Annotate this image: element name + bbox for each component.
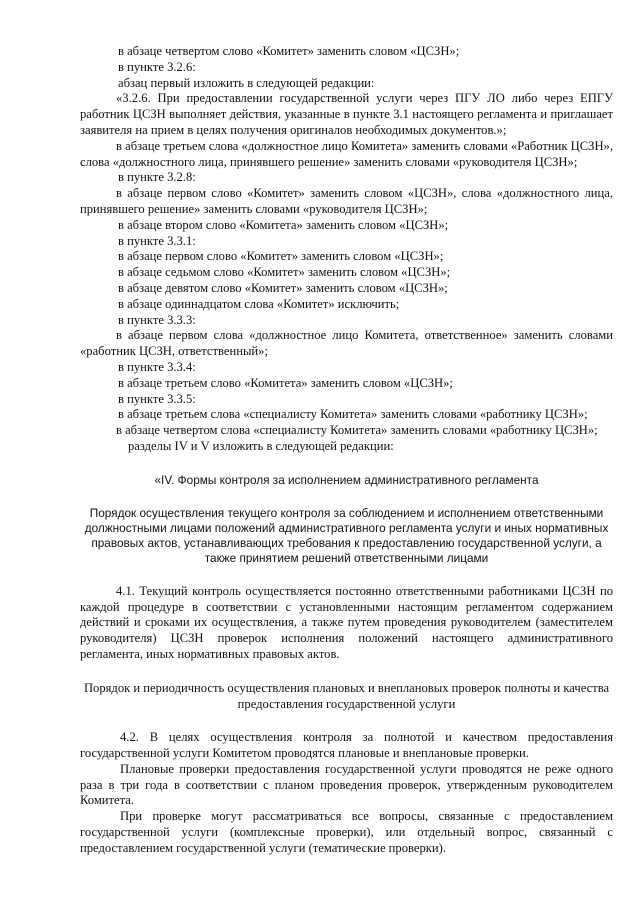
amendment-line: в абзаце девятом слово «Комитет» заменить словом «ЦСЗН»; <box>118 280 448 295</box>
amendment-line: в пункте 3.3.1: <box>118 233 196 248</box>
amendment-line: в пункте 3.2.8: <box>118 170 196 185</box>
amendment-paragraph: в абзаце первом слово «Комитет» заменить словом «ЦСЗН», слова «должностного лица, принявшего решение» заменить словами «руководителя ЦСЗН»; <box>80 186 613 216</box>
amendment-line: в абзаце одиннадцатом слова «Комитет» исключить; <box>118 296 400 311</box>
paragraph-4-1: 4.1. Текущий контроль осуществляется постоянно ответственными работниками ЦСЗН по каждой процедуре в соответствии с установленными настоящим регламентом содержанием действий и сроками их осуществления, а также путем проведения руководителем (заместителем руководителя) ЦСЗН проверок исполнения положений настоящего административного регламента, иных нормативных правовых актов. <box>80 583 613 661</box>
amendment-line: в абзаце четвертом слово «Комитет» заменить словом «ЦСЗН»; <box>118 44 460 58</box>
amendment-paragraph: «3.2.6. При предоставлении государственной услуги через ПГУ ЛО либо через ЕПГУ работник ЦСЗН выполняет действия, указанные в пункте 3.1 настоящего регламента и приглашает заявителя на прием в целях получения оригиналов необходимых документов.»; <box>80 91 613 137</box>
amendment-line: разделы IV и V изложить в следующей редакции: <box>128 438 394 453</box>
amendment-line: в абзаце первом слово «Комитет» заменить словом «ЦСЗН»; <box>118 249 444 264</box>
paragraph-planned-checks: Плановые проверки предоставления государственной услуги проводятся не реже одного раза в три года в соответствии с планом проведения проверок, утвержденным руководителем Комитета. <box>80 761 613 808</box>
subheading: Порядок осуществления текущего контроля за соблюдением и исполнением ответственными должностными лицами положений административного регламента услуги и иных нормативных правовых актов, устанавливающих требования к предоставлению государственной услуги, а также принятием решений ответственными лицами <box>84 505 609 565</box>
paragraph-4-2: 4.2. В целях осуществления контроля за полнотой и качеством предоставления государственной услуги Комитетом проводятся плановые и внеплановые проверки. <box>80 730 613 761</box>
section-title: «IV. Формы контроля за исполнением административного регламента <box>154 472 539 487</box>
paragraph-check-questions: При проверке могут рассматриваться все вопросы, связанные с предоставлением государственной услуги (комплексные проверки), или отдельный вопрос, связанный с предоставлением государственной услуги (тематические проверки). <box>80 809 613 855</box>
amendment-line: в пункте 3.3.5: <box>118 391 196 406</box>
amendment-paragraph: в абзаце четвертом слова «специалисту Комитета» заменить словами «работнику ЦСЗН»; <box>116 423 598 438</box>
amendment-line: в абзаце третьем слово «Комитета» заменить словом «ЦСЗН»; <box>118 375 453 390</box>
amendment-line: в абзаце втором слово «Комитета» заменить словом «ЦСЗН»; <box>118 217 449 232</box>
amendment-line: в пункте 3.3.3: <box>118 312 196 327</box>
amendment-line: в пункте 3.3.4: <box>118 359 196 374</box>
amendment-line: абзац первый изложить в следующей редакции: <box>118 75 375 90</box>
amendment-paragraph: в абзаце первом слова «должностное лицо Комитета, ответственное» заменить словами «работник ЦСЗН, ответственный»; <box>80 328 613 359</box>
amendment-paragraph: в абзаце третьем слова «должностное лицо Комитета» заменить словами «Работник ЦСЗН», слова «должностного лица, принявшего решение» заменить словами «руководителя ЦСЗН»; <box>80 138 613 169</box>
amendment-line: в абзаце седьмом слово «Комитет» заменить словом «ЦСЗН»; <box>118 265 451 280</box>
amendment-line: в абзаце третьем слова «специалисту Комитета» заменить словами «работнику ЦСЗН»; <box>118 407 588 422</box>
document-page <box>80 44 613 857</box>
amendment-line: в пункте 3.2.6: <box>118 59 196 74</box>
subheading: Порядок и периодичность осуществления плановых и внеплановых проверок полноты и качества предоставления государственной услуги <box>83 680 610 711</box>
